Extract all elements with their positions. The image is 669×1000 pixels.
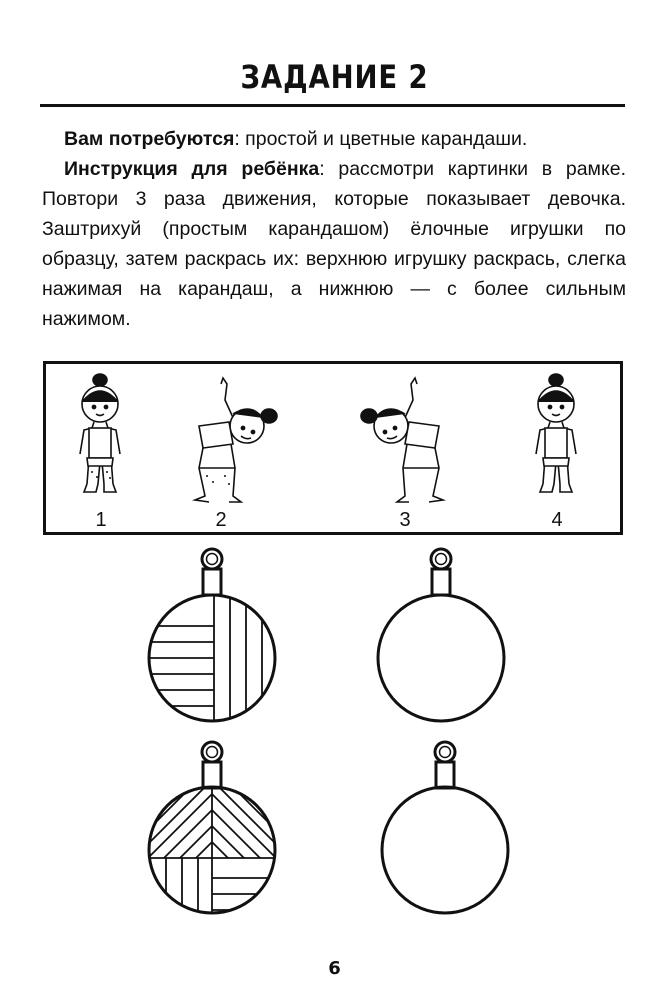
girl-figure-1: [70, 372, 130, 504]
title-rule: [40, 104, 625, 107]
figure-number-4: 4: [551, 509, 563, 531]
child-instruction-paragraph: [42, 154, 626, 334]
ornament-bottom-right: [382, 742, 508, 913]
figure-number-3: 3: [399, 509, 411, 531]
girl-figure-2: [183, 378, 293, 506]
figure-number-1: 1: [95, 509, 107, 531]
child-instruction-text: : рассмотри картинки в рамке. Повтори 3 раза движения, которые показывает девочка. Заштрихуй (простым карандашом) ёлочные игрушки по образцу, затем раскрась их: верхнюю игрушку раскрась, слегка нажимая на карандаш, а нижнюю — с более сильным нажимом.: [42, 158, 626, 330]
page-number: 6: [328, 958, 341, 979]
ornament-top-right: [378, 549, 504, 721]
instructions-block: [42, 124, 626, 334]
needs-label: Вам потребуются: [64, 128, 235, 150]
girl-figure-3: [345, 378, 455, 506]
child-instruction-label: Инструкция для ребёнка: [64, 158, 320, 180]
ornaments-area: [0, 540, 669, 940]
ornament-top-left: [149, 549, 275, 730]
needs-text: : простой и цветные карандаши.: [234, 128, 528, 150]
girl-figure-4: [526, 372, 586, 504]
ornament-bottom-left: [140, 742, 290, 920]
needs-paragraph: [42, 124, 626, 154]
figure-number-2: 2: [215, 509, 227, 531]
page-title: ЗАДАНИЕ 2: [240, 58, 429, 96]
